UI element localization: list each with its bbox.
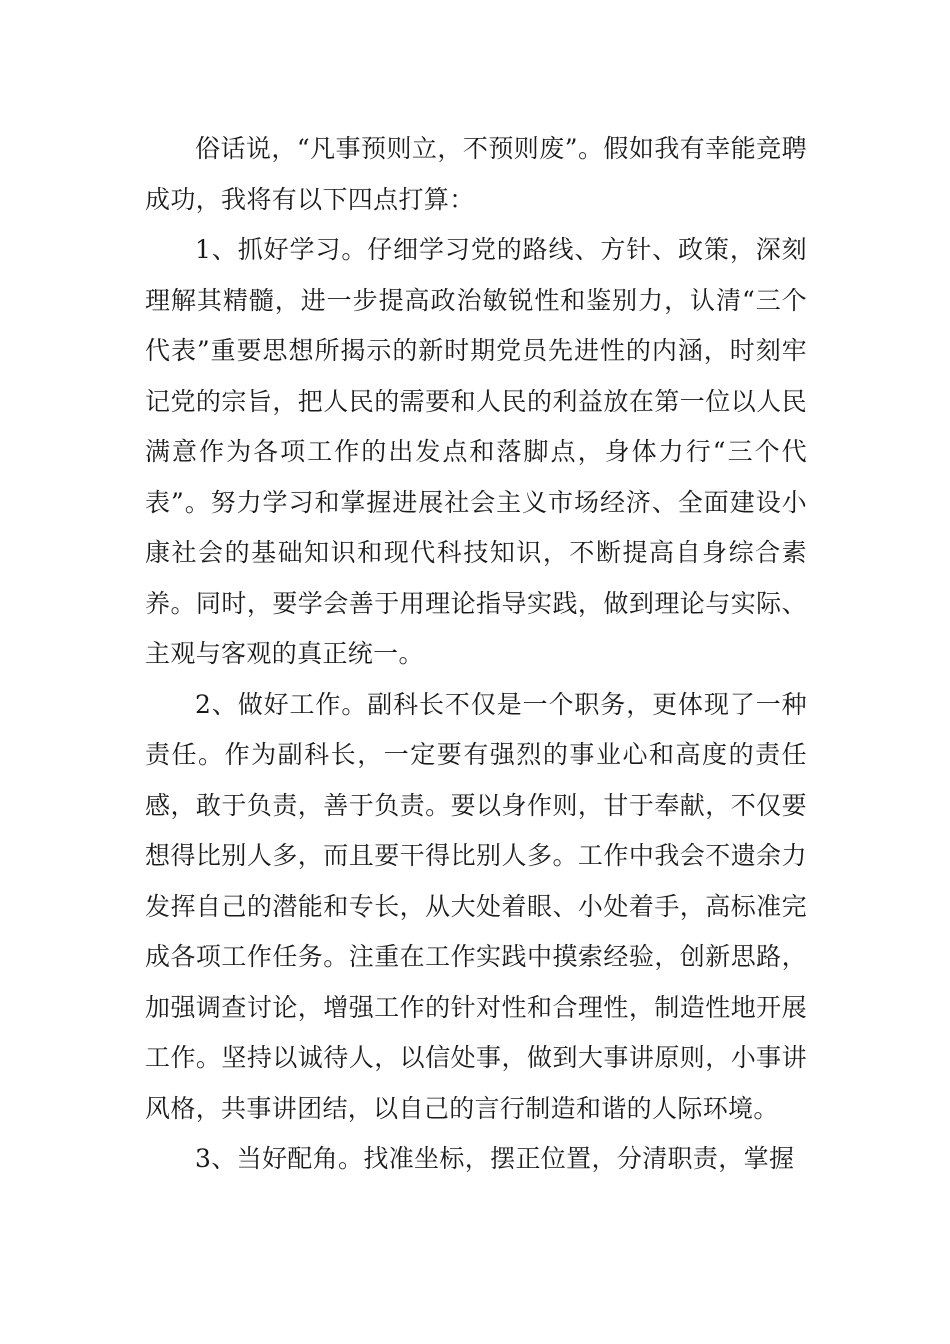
- paragraph-intro: 俗话说，“凡事预则立，不预则废”。假如我有幸能竞聘成功，我将有以下四点打算：: [145, 134, 807, 214]
- paragraph-study: 1、抓好学习。仔细学习党的路线、方针、政策，深刻理解其精髓，进一步提高政治敏锐性和鉴别力，认清“三个代表”重要思想所揭示的新时期党员先进性的内涵，时刻牢记党的宗旨，把人民的需要和人民的利益放在第一位以人民满意作为各项工作的出发点和落脚点，身体力行“三个代表”。努力学习和掌握进展社会主义市场经济、全面建设小康社会的基础知识和现代科技知识，不断提高自身综合素养。同时，要学会善于用理论指导实践，做到理论与实际、主观与客观的真正统一。: [145, 235, 807, 668]
- paragraph-work: 2、做好工作。副科长不仅是一个职务，更体现了一种责任。作为副科长，一定要有强烈的事业心和高度的责任感，敢于负责，善于负责。要以身作则，甘于奉献，不仅要想得比别人多，而且要干得比别人多。工作中我会不遗余力发挥自己的潜能和专长，从大处着眼、小处着手，高标准完成各项工作任务。注重在工作实践中摸索经验，创新思路，加强调查讨论，增强工作的针对性和合理性，制造性地开展工作。坚持以诚待人，以信处事，做到大事讲原则，小事讲风格，共事讲团结，以自己的言行制造和谐的人际环境。: [145, 689, 807, 1123]
- paragraph-supporting-role: 3、当好配角。找准坐标，摆正位置，分清职责，掌握: [195, 1144, 795, 1173]
- document-body: [145, 124, 807, 1185]
